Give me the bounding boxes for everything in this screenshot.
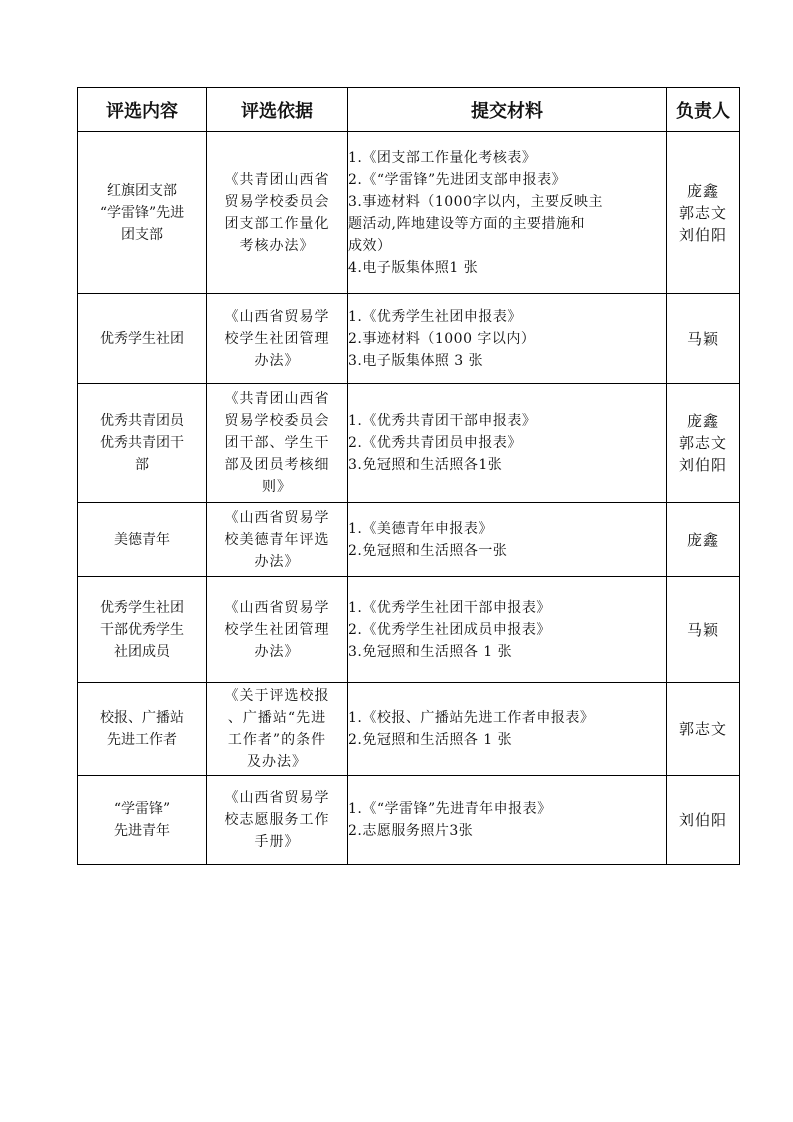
basis-line: 《山西省贸易学: [224, 790, 330, 806]
selection-basis-cell: [207, 294, 348, 384]
header-basis: 评选依据: [207, 88, 348, 132]
basis-line: 办法》: [254, 553, 300, 570]
basis-line: 《山西省贸易学: [224, 509, 330, 526]
basis-line: 部及团员考核细: [224, 457, 330, 473]
materials-line: 3.事迹材料（1000字以内，主要反映主: [348, 193, 603, 210]
item-line: 先进工作者: [107, 732, 177, 748]
selection-basis-cell: [207, 683, 348, 776]
basis-line: 及办法》: [247, 754, 307, 770]
award-item-cell: [78, 384, 207, 503]
item-line: 优秀学生社团: [100, 330, 184, 347]
item-line: 优秀共青团员: [100, 413, 184, 429]
award-item-cell: [78, 132, 207, 294]
materials-line: 1.《优秀学生社团申报表》: [348, 308, 522, 325]
materials-line: 1.《优秀共青团干部申报表》: [348, 413, 537, 429]
award-item-cell: [78, 776, 207, 865]
responsible-person-cell: [667, 384, 740, 503]
responsible-person-cell: [667, 776, 740, 865]
selection-basis-cell: [207, 577, 348, 683]
header-materials: 提交材料: [348, 88, 667, 132]
item-line: 红旗团支部: [107, 182, 177, 199]
table-row: [78, 683, 740, 776]
selection-basis-cell: [207, 132, 348, 294]
materials-line: 4.电子版集体照1 张: [348, 259, 479, 276]
item-line: 部: [135, 457, 149, 473]
materials-line: 2.免冠照和生活照各 1 张: [348, 732, 513, 748]
responsible-person-cell: [667, 683, 740, 776]
basis-line: 校学生社团管理: [224, 330, 330, 347]
table-row: [78, 776, 740, 865]
basis-line: 工作者”的条件: [227, 732, 327, 748]
item-line: “学雷锋”先进: [99, 204, 185, 221]
materials-line: 1.《校报、广播站先进工作者申报表》: [348, 710, 595, 726]
table-row: [78, 503, 740, 577]
item-line: 美德青年: [114, 531, 170, 548]
basis-line: 校学生社团管理: [224, 621, 330, 638]
item-line: 校报、广播站: [100, 710, 184, 726]
materials-line: 2.《“学雷锋”先进团支部申报表》: [348, 171, 567, 188]
basis-line: 手册》: [254, 834, 300, 850]
submission-materials-cell: [348, 503, 667, 577]
basis-line: 《共青团山西省: [224, 391, 330, 407]
basis-line: 考核办法》: [239, 237, 315, 254]
table-row: [78, 384, 740, 503]
item-line: 社团成员: [114, 643, 170, 660]
materials-line: 2.免冠照和生活照各一张: [348, 542, 508, 559]
basis-line: 则》: [262, 479, 292, 495]
materials-line: 1.《美德青年申报表》: [348, 520, 493, 537]
materials-line: 3.免冠照和生活照各1张: [348, 457, 503, 473]
submission-materials-cell: [348, 294, 667, 384]
owner-line: 刘伯阳: [678, 225, 727, 244]
owner-line: 马颖: [686, 620, 719, 639]
owner-line: 刘伯阳: [678, 456, 727, 474]
responsible-person-cell: [667, 132, 740, 294]
basis-line: 贸易学校委员会: [224, 413, 330, 429]
item-line: “学雷锋”: [113, 801, 171, 817]
item-line: 优秀共青团干: [100, 435, 184, 451]
award-criteria-table: [77, 87, 740, 865]
table-row: [78, 294, 740, 384]
responsible-person-cell: [667, 503, 740, 577]
materials-line: 1.《团支部工作量化考核表》: [348, 149, 537, 166]
award-item-cell: [78, 503, 207, 577]
header-item: 评选内容: [78, 88, 207, 132]
owner-line: 庞鑫: [686, 181, 719, 200]
basis-line: 《关于评选校报: [224, 688, 330, 704]
selection-basis-cell: [207, 503, 348, 577]
basis-line: 办法》: [254, 352, 300, 369]
basis-line: 《山西省贸易学: [224, 599, 330, 616]
basis-line: 、广播站“先进: [227, 710, 327, 726]
submission-materials-cell: [348, 683, 667, 776]
table-row: [78, 132, 740, 294]
owner-line: 庞鑫: [686, 530, 719, 549]
materials-line: 2.事迹材料（1000 字以内）: [348, 330, 536, 347]
materials-line: 3.免冠照和生活照各 1 张: [348, 643, 513, 660]
submission-materials-cell: [348, 577, 667, 683]
owner-line: 刘伯阳: [678, 811, 727, 829]
award-item-cell: [78, 294, 207, 384]
materials-line: 2.《优秀共青团员申报表》: [348, 435, 522, 451]
materials-line: 3.电子版集体照 3 张: [348, 352, 484, 369]
materials-line: 成效）: [348, 237, 392, 254]
materials-line: 1.《优秀学生社团干部申报表》: [348, 599, 551, 616]
responsible-person-cell: [667, 294, 740, 384]
owner-line: 郭志文: [678, 434, 727, 452]
basis-line: 校美德青年评选: [224, 531, 330, 548]
basis-line: 《山西省贸易学: [224, 308, 330, 325]
basis-line: 贸易学校委员会: [224, 193, 330, 210]
materials-line: 题活动,阵地建设等方面的主要措施和: [348, 215, 585, 232]
basis-line: 团支部工作量化: [224, 215, 330, 232]
header-owner: 负责人: [667, 88, 740, 132]
award-item-cell: [78, 577, 207, 683]
selection-basis-cell: [207, 776, 348, 865]
submission-materials-cell: [348, 776, 667, 865]
selection-basis-cell: [207, 384, 348, 503]
owner-line: 郭志文: [678, 203, 727, 222]
item-line: 先进青年: [114, 823, 170, 839]
submission-materials-cell: [348, 132, 667, 294]
owner-line: 马颖: [686, 329, 719, 348]
materials-line: 2.志愿服务照片3张: [348, 823, 474, 839]
basis-line: 团干部、学生干: [224, 435, 330, 451]
materials-line: 2.《优秀学生社团成员申报表》: [348, 621, 551, 638]
award-item-cell: [78, 683, 207, 776]
table-row: [78, 577, 740, 683]
submission-materials-cell: [348, 384, 667, 503]
item-line: 优秀学生社团: [100, 599, 184, 616]
basis-line: 校志愿服务工作: [224, 812, 330, 828]
owner-line: 庞鑫: [686, 412, 719, 430]
table-header-row: [78, 88, 740, 132]
owner-line: 郭志文: [678, 720, 727, 738]
basis-line: 《共青团山西省: [224, 171, 330, 188]
responsible-person-cell: [667, 577, 740, 683]
basis-line: 办法》: [254, 643, 300, 660]
materials-line: 1.《“学雷锋”先进青年申报表》: [348, 801, 552, 817]
item-line: 干部优秀学生: [100, 621, 184, 638]
item-line: 团支部: [121, 226, 163, 243]
